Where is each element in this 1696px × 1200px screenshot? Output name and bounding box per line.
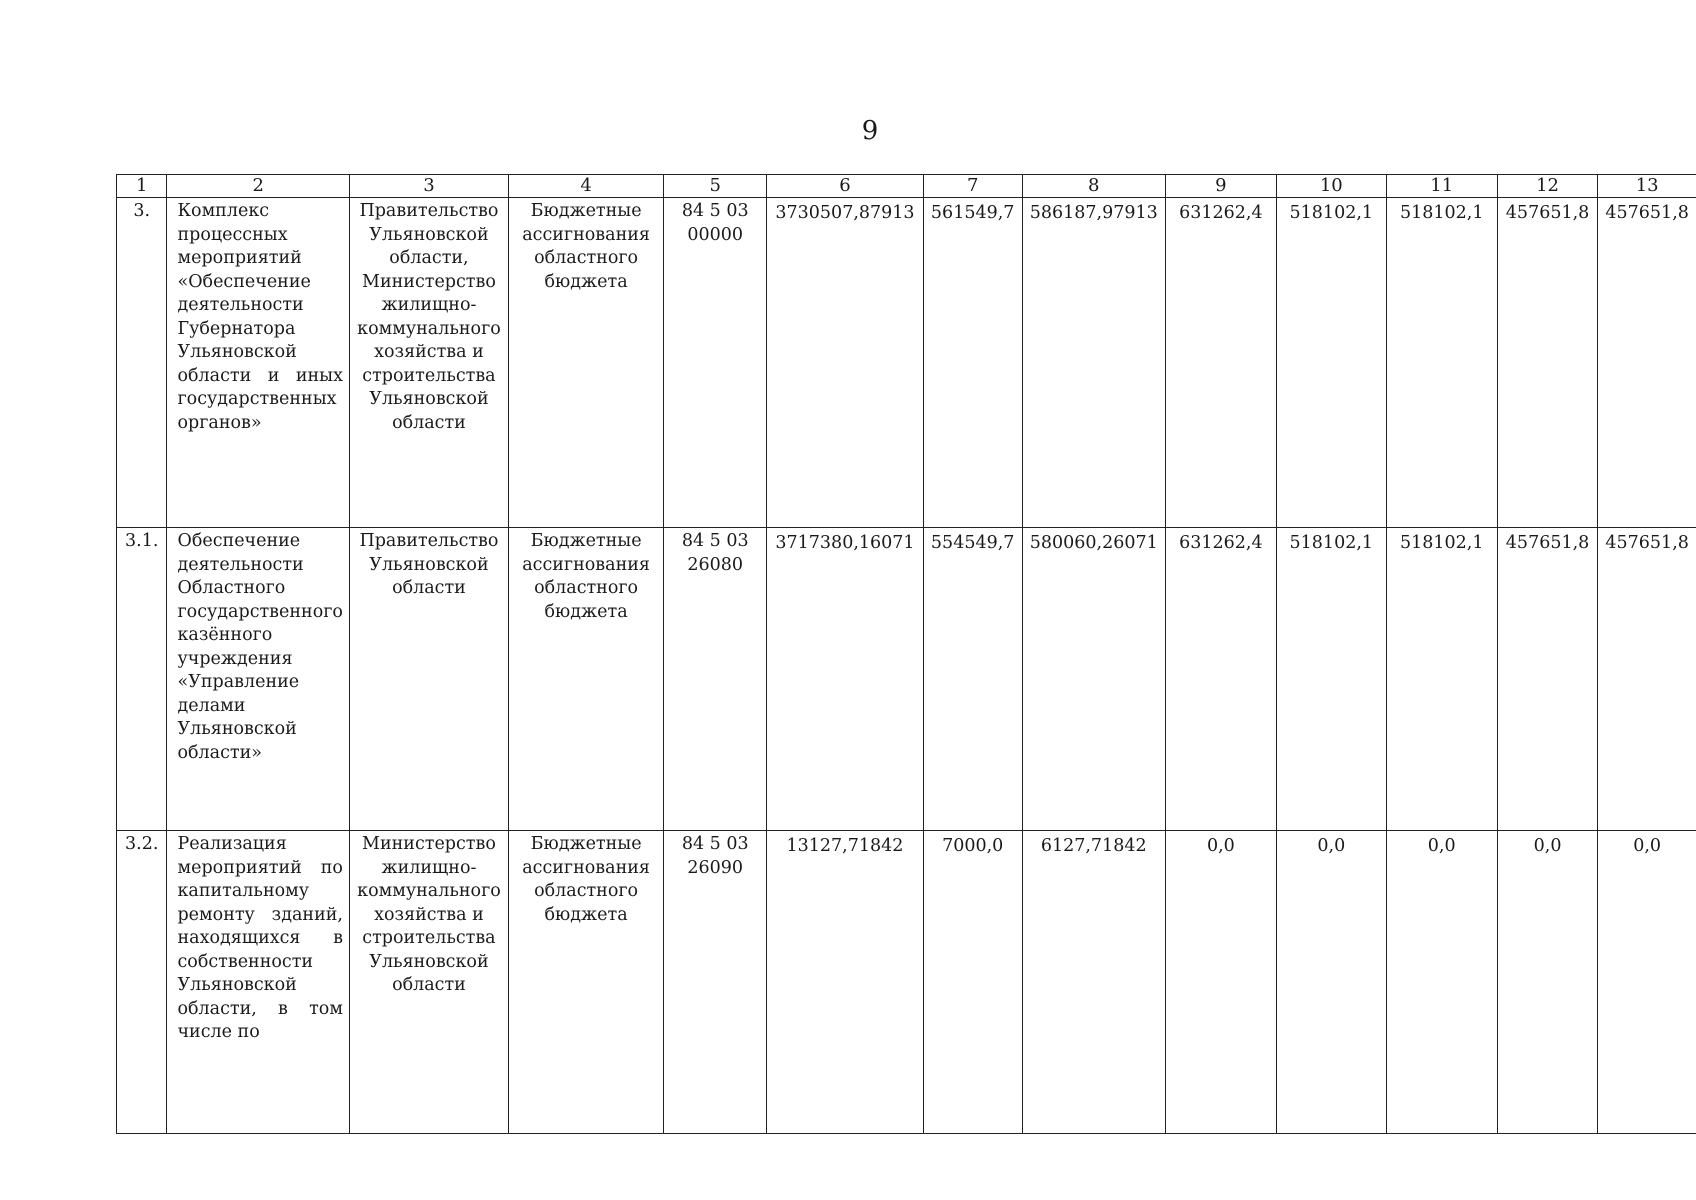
value-col11: 0,0: [1386, 831, 1497, 1134]
table-row: [117, 831, 1696, 1134]
value-col11: 518102,1: [1386, 528, 1497, 831]
value-col8: 6127,71842: [1022, 831, 1165, 1134]
value-total: 3730507,87913: [767, 198, 923, 528]
funding-source: Бюджетные ассигнования областного бюджета: [508, 831, 663, 1134]
funding-source: Бюджетные ассигнования областного бюджета: [508, 198, 663, 528]
table-row: [117, 198, 1696, 528]
value-col10: 518102,1: [1276, 198, 1386, 528]
measure-name: Реализация мероприятий по капитальному ремонту зданий, находящихся в собственности Ульяновской области, в том числе по: [167, 831, 349, 1134]
value-col13: 0,0: [1598, 831, 1696, 1134]
header-cell: 4: [508, 175, 663, 198]
header-cell: 7: [923, 175, 1022, 198]
header-cell: 10: [1276, 175, 1386, 198]
value-col13: 457651,8: [1598, 528, 1696, 831]
value-col7: 561549,7: [923, 198, 1022, 528]
value-col8: 586187,97913: [1022, 198, 1165, 528]
value-total: 3717380,16071: [767, 528, 923, 831]
executor: Правительство Ульяновской области: [349, 528, 508, 831]
header-row: [117, 175, 1696, 198]
budget-code: 84 5 03 00000: [664, 198, 767, 528]
header-cell: 6: [767, 175, 923, 198]
value-col9: 631262,4: [1165, 528, 1276, 831]
value-col7: 554549,7: [923, 528, 1022, 831]
header-cell: 5: [664, 175, 767, 198]
executor: Министерство жилищно-коммунального хозяйства и строительства Ульяновской области: [349, 831, 508, 1134]
measure-name: Комплекс процессных мероприятий «Обеспечение деятельности Губернатора Ульяновской области и иных государственных органов»: [167, 198, 349, 528]
value-col11: 518102,1: [1386, 198, 1497, 528]
value-col9: 0,0: [1165, 831, 1276, 1134]
value-col12: 457651,8: [1497, 198, 1598, 528]
value-col10: 0,0: [1276, 831, 1386, 1134]
page-number: 9: [861, 116, 879, 146]
value-col8: 580060,26071: [1022, 528, 1165, 831]
executor: Правительство Ульяновской области, Министерство жилищно-коммунального хозяйства и строительства Ульяновской области: [349, 198, 508, 528]
header-cell: 2: [167, 175, 349, 198]
header-cell: 13: [1598, 175, 1696, 198]
value-col9: 631262,4: [1165, 198, 1276, 528]
budget-code: 84 5 03 26080: [664, 528, 767, 831]
header-cell: 1: [117, 175, 167, 198]
value-col12: 457651,8: [1497, 528, 1598, 831]
row-number: 3.2.: [117, 831, 167, 1134]
value-col13: 457651,8: [1598, 198, 1696, 528]
budget-code: 84 5 03 26090: [664, 831, 767, 1134]
value-col12: 0,0: [1497, 831, 1598, 1134]
measure-name: Обеспечение деятельности Областного государственного казённого учреждения «Управление делами Ульяновской области»: [167, 528, 349, 831]
header-cell: 11: [1386, 175, 1497, 198]
row-number: 3.: [117, 198, 167, 528]
header-cell: 8: [1022, 175, 1165, 198]
table-row: [117, 528, 1696, 831]
header-cell: 9: [1165, 175, 1276, 198]
row-number: 3.1.: [117, 528, 167, 831]
funding-source: Бюджетные ассигнования областного бюджета: [508, 528, 663, 831]
header-cell: 12: [1497, 175, 1598, 198]
value-total: 13127,71842: [767, 831, 923, 1134]
value-col10: 518102,1: [1276, 528, 1386, 831]
header-cell: 3: [349, 175, 508, 198]
budget-table: [116, 174, 1696, 1134]
value-col7: 7000,0: [923, 831, 1022, 1134]
